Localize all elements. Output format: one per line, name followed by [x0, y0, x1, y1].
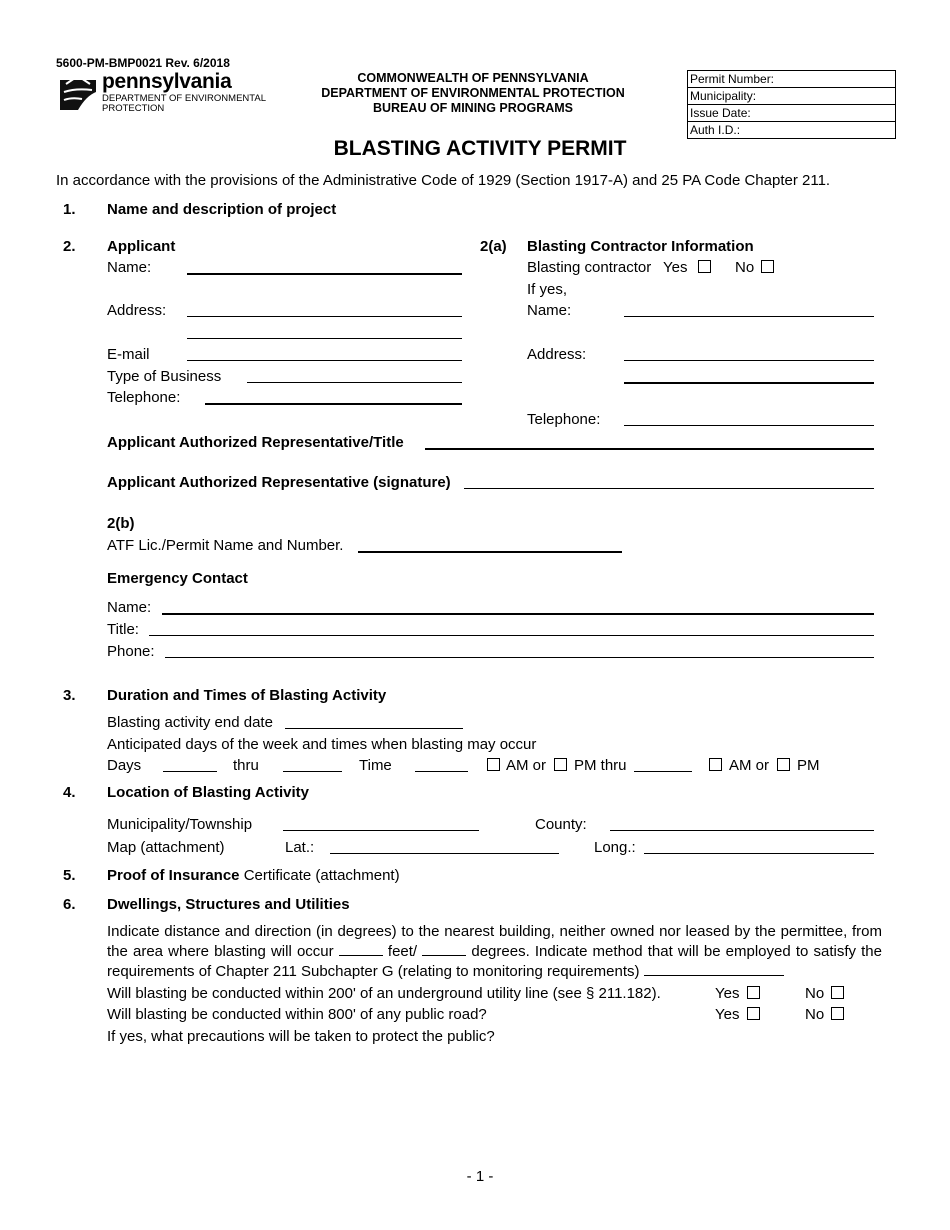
municipality-input[interactable] — [283, 830, 479, 831]
contractor-yes-label: Yes — [663, 259, 688, 276]
applicant-name-label: Name: — [107, 259, 152, 276]
county-input[interactable] — [610, 830, 874, 831]
utility-yes-label: Yes — [715, 985, 740, 1002]
page-title: BLASTING ACTIVITY PERMIT — [333, 137, 627, 160]
time-from-am-checkbox[interactable] — [487, 758, 500, 771]
lat-input[interactable] — [330, 853, 559, 854]
road-no-checkbox[interactable] — [831, 1007, 844, 1020]
emergency-phone-label: Phone: — [107, 643, 155, 660]
agency-header: COMMONWEALTH OF PENNSYLVANIA DEPARTMENT OF ENVIRONMENTAL PROTECTION BUREAU OF MINING PROGRAMS — [321, 71, 625, 115]
monitoring-method-input[interactable] — [644, 961, 784, 976]
contractor-yes-checkbox[interactable] — [698, 260, 711, 273]
lat-label: Lat.: — [285, 839, 315, 856]
distance-feet-input[interactable] — [339, 941, 383, 956]
applicant-name-input[interactable] — [187, 273, 462, 275]
end-date-label: Blasting activity end date — [107, 714, 273, 731]
rep-title-input[interactable] — [425, 448, 874, 450]
emergency-contact-label: Emergency Contact — [107, 570, 248, 587]
section-6-label: Dwellings, Structures and Utilities — [107, 896, 350, 913]
atf-label: ATF Lic./Permit Name and Number. — [107, 537, 344, 554]
issue-date-field[interactable]: Issue Date: — [688, 105, 895, 122]
map-label: Map (attachment) — [107, 839, 225, 856]
auth-id-field[interactable]: Auth I.D.: — [690, 123, 741, 137]
utility-question: Will blasting be conducted within 200' of an underground utility line (see § 211.182). — [107, 985, 661, 1002]
section-1-number: 1. — [63, 201, 76, 218]
contractor-no-label: No — [735, 259, 755, 276]
emergency-name-input[interactable] — [162, 613, 874, 615]
utility-no-checkbox[interactable] — [831, 986, 844, 999]
pennsylvania-logo-icon — [56, 70, 100, 114]
applicant-address-label: Address: — [107, 302, 167, 319]
applicant-address-input[interactable] — [187, 316, 462, 317]
permit-info-box — [687, 70, 896, 139]
logo-department: DEPARTMENT OF ENVIRONMENTAL PROTECTION — [102, 93, 266, 114]
section-2b-number: 2(b) — [107, 515, 135, 532]
section-4-number: 4. — [63, 784, 76, 801]
page-number: - 1 - — [466, 1168, 494, 1185]
time-label: Time — [359, 757, 392, 774]
contractor-no-checkbox[interactable] — [761, 260, 774, 273]
section-3-number: 3. — [63, 687, 76, 704]
road-yes-checkbox[interactable] — [747, 1007, 760, 1020]
business-type-input[interactable] — [247, 382, 462, 383]
contractor-name-input[interactable] — [624, 316, 874, 317]
emergency-name-label: Name: — [107, 599, 152, 616]
section-5-rest: Certificate (attachment) — [243, 867, 400, 884]
days-label: Days — [107, 757, 142, 774]
rep-signature-label: Applicant Authorized Representative (signature) — [107, 474, 451, 491]
utility-no-label: No — [805, 985, 825, 1002]
section-6-paragraph: Indicate distance and direction (in degrees) to the nearest building, neither owned nor leased by the permittee, from the area where blasting will occur feet/ degrees. Indicate method that will be employed to satisfy the requirements of Chapter 211 Subchapter G (relating to monitoring requirements) — [107, 923, 882, 980]
precautions-question: If yes, what precautions will be taken to protect the public? — [107, 1028, 495, 1045]
days-thru-label: thru — [233, 757, 259, 774]
contractor-address-label: Address: — [527, 346, 587, 363]
municipality-label: Municipality/Township — [107, 816, 253, 833]
if-yes-label: If yes, — [527, 281, 568, 298]
section-4-label: Location of Blasting Activity — [107, 784, 309, 801]
emergency-phone-input[interactable] — [165, 657, 874, 658]
end-date-input[interactable] — [285, 728, 463, 729]
road-no-label: No — [805, 1006, 825, 1023]
time-from-pm-checkbox[interactable] — [554, 758, 567, 771]
contractor-telephone-label: Telephone: — [527, 411, 601, 428]
applicant-telephone-label: Telephone: — [107, 389, 181, 406]
section-2-number: 2. — [63, 238, 76, 255]
pm-label: PM — [797, 757, 820, 774]
am-or-label-2: AM or — [729, 757, 770, 774]
applicant-telephone-input[interactable] — [205, 403, 462, 405]
long-input[interactable] — [644, 853, 874, 854]
time-to-input[interactable] — [634, 771, 692, 772]
section-3-label: Duration and Times of Blasting Activity — [107, 687, 387, 704]
emergency-title-label: Title: — [107, 621, 139, 638]
applicant-email-label: E-mail — [107, 346, 150, 363]
time-to-am-checkbox[interactable] — [709, 758, 722, 771]
section-2a-label: Blasting Contractor Information — [527, 238, 754, 255]
contractor-address-input[interactable] — [624, 360, 874, 361]
section-2-label: Applicant — [107, 238, 176, 255]
time-to-pm-checkbox[interactable] — [777, 758, 790, 771]
direction-degrees-input[interactable] — [422, 941, 466, 956]
days-from-input[interactable] — [163, 771, 217, 772]
contractor-name-label: Name: — [527, 302, 572, 319]
section-5-text — [107, 867, 400, 884]
permit-number-field[interactable]: Permit Number: — [688, 71, 895, 88]
contractor-telephone-input[interactable] — [624, 425, 874, 426]
rep-signature-input[interactable] — [464, 488, 874, 489]
section-2a-number: 2(a) — [480, 238, 507, 255]
contractor-address-input-2[interactable] — [624, 382, 874, 384]
emergency-title-input[interactable] — [149, 635, 874, 636]
section-6-number: 6. — [63, 896, 76, 913]
blasting-contractor-label: Blasting contractor — [527, 259, 652, 276]
utility-yes-checkbox[interactable] — [747, 986, 760, 999]
am-or-label: AM or — [506, 757, 547, 774]
rep-title-label: Applicant Authorized Representative/Title — [107, 434, 404, 451]
section-5-number: 5. — [63, 867, 76, 884]
time-from-input[interactable] — [415, 771, 468, 772]
form-id: 5600-PM-BMP0021 Rev. 6/2018 — [56, 56, 230, 70]
long-label: Long.: — [594, 839, 636, 856]
section-5-label: Proof of Insurance — [107, 867, 240, 884]
road-yes-label: Yes — [715, 1006, 740, 1023]
days-to-input[interactable] — [283, 771, 342, 772]
anticipated-label: Anticipated days of the week and times when blasting may occur — [107, 736, 537, 753]
intro-text: In accordance with the provisions of the Administrative Code of 1929 (Section 1917-A) and 25 PA Code Chapter 211. — [56, 172, 831, 189]
pm-thru-label: PM thru — [574, 757, 627, 774]
applicant-email-input[interactable] — [187, 360, 462, 361]
business-type-label: Type of Business — [107, 368, 222, 385]
section-1-label: Name and description of project — [107, 201, 337, 218]
municipality-field[interactable]: Municipality: — [688, 88, 895, 105]
applicant-address-input-2[interactable] — [187, 338, 462, 339]
atf-input[interactable] — [358, 551, 622, 553]
logo-name: pennsylvania — [102, 70, 232, 93]
county-label: County: — [535, 816, 587, 833]
road-question: Will blasting be conducted within 800' of any public road? — [107, 1006, 487, 1023]
